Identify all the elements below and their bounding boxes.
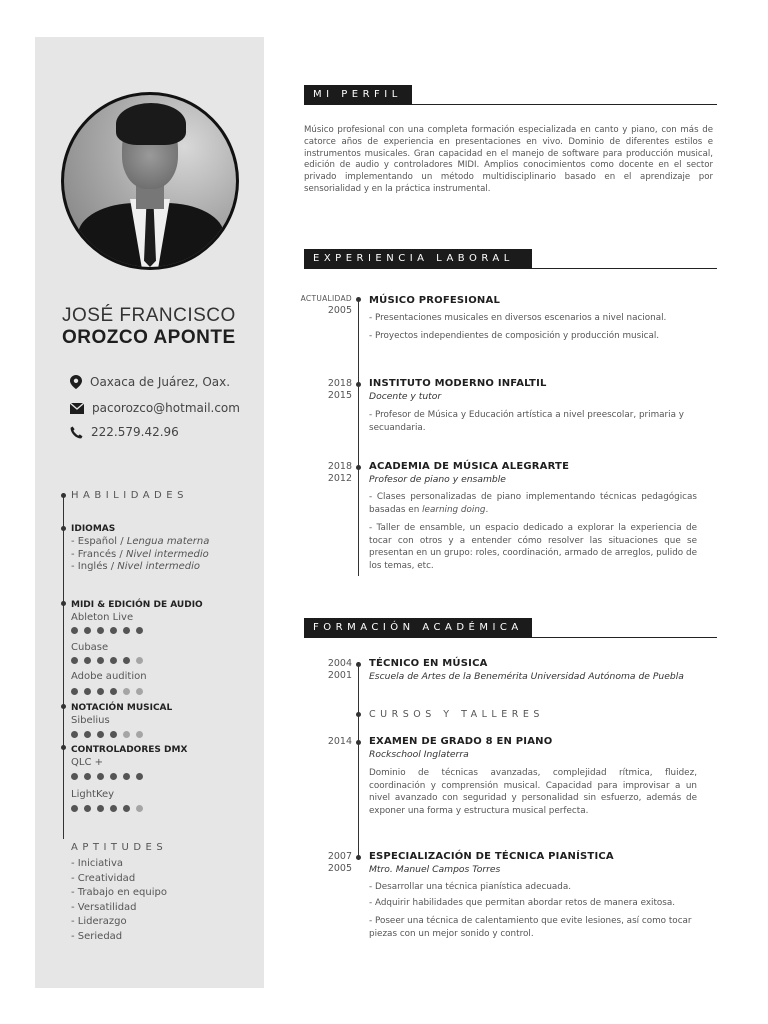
course-bullet: - Desarrollar una técnica pianística adecuada. [369,882,572,892]
rating-dot-empty [123,688,130,695]
rating-dot-filled [110,657,117,664]
rating-dot-filled [110,805,117,812]
section-rule [532,268,717,269]
skill-name: Sibelius [71,715,110,726]
rating-dot-filled [110,627,117,634]
section-rule [412,104,717,105]
timeline-marker [61,493,66,498]
rating-dot-filled [97,731,104,738]
skill-name: LightKey [71,789,115,800]
timeline-marker [356,662,361,667]
course-date: 2014 [327,736,352,747]
job-title: INSTITUTO MODERNO INFALTIL [369,378,547,389]
timeline-marker [356,297,361,302]
rating-dot-filled [123,627,130,634]
rating-dot-empty [136,805,143,812]
courses-title: CURSOS Y TALLERES [369,709,544,720]
photo-background [64,95,236,267]
languages-title: IDIOMAS [71,524,116,534]
job-title: ACADEMIA DE MÚSICA ALEGRARTE [369,461,570,472]
rating-dot-filled [71,657,78,664]
photo-hair [116,103,186,145]
rating-dot-filled [136,773,143,780]
skills-title: HABILIDADES [71,490,188,501]
midi-title: MIDI & EDICIÓN DE AUDIO [71,600,203,610]
timeline-marker [356,740,361,745]
name-last: OROZCO APONTE [62,327,236,348]
skill-rating [71,773,143,780]
profile-text: Músico profesional con una completa formación especializada en canto y piano, con más de catorce años de experiencia en presentaciones en vivo. Dominio de diferentes estilos e instrumentos musicales. Gran capacidad en el manejo de software para producción musical, edición de audio y controladores MIDI. Amplios conocimientos como docente en el sector privado implementando un método multidisciplinario basado en el aprendizaje por sensorialidad y en la práctica instrumental. [304,125,713,194]
rating-dot-empty [136,688,143,695]
aptitude-item: - Versatilidad [71,901,137,913]
job-bullet: - Profesor de Música y Educación artística a nivel preescolar, primaria y secuandaria. [369,410,685,433]
skill-rating [71,627,143,634]
course-title: EXAMEN DE GRADO 8 EN PIANO [369,736,553,747]
contact-location [70,375,230,389]
skill-name: Adobe audition [71,671,147,682]
rating-dot-filled [84,657,91,664]
profile-photo [61,92,239,270]
language-item: - Español / Lengua materna [71,536,210,547]
experience-title: EXPERIENCIA LABORAL [304,249,532,269]
experience-timeline-line [358,298,359,576]
rating-dot-filled [97,627,104,634]
job-role: Docente y tutor [369,391,442,402]
timeline-marker [61,601,66,606]
timeline-marker [356,382,361,387]
rating-dot-filled [84,773,91,780]
rating-dot-filled [97,805,104,812]
language-item: - Inglés / Nivel intermedio [71,561,201,572]
job-bullet: - Clases personalizadas de piano implementando técnicas pedagógicas basadas en learning doing. [369,492,697,515]
phone-text[interactable]: 222.579.42.96 [91,425,179,439]
rating-dot-filled [97,657,104,664]
skills-timeline-line [63,496,64,839]
course-title: ESPECIALIZACIÓN DE TÉCNICA PIANÍSTICA [369,851,614,862]
rating-dot-empty [136,731,143,738]
job-date: 2018 2015 [327,378,352,401]
aptitude-item: - Liderazgo [71,916,127,927]
aptitudes-title: APTITUDES [71,842,168,853]
timeline-marker [61,745,66,750]
email-text[interactable]: pacorozco@hotmail.com [92,401,240,415]
skill-rating [71,657,143,664]
rating-dot-filled [123,657,130,664]
profile-title: MI PERFIL [304,85,412,105]
course-institution: Rockschool Inglaterra [369,749,469,760]
rating-dot-filled [84,688,91,695]
rating-dot-filled [97,688,104,695]
rating-dot-filled [71,805,78,812]
aptitude-item: - Iniciativa [71,858,124,869]
rating-dot-filled [110,688,117,695]
skill-rating [71,731,143,738]
envelope-icon [70,403,84,414]
rating-dot-filled [71,731,78,738]
name-first: JOSÉ FRANCISCO [62,305,236,326]
degree-date: 2004 2001 [327,658,352,681]
rating-dot-filled [123,805,130,812]
degree-title: TÉCNICO EN MÚSICA [369,658,488,669]
timeline-marker [356,855,361,860]
aptitude-item: - Creatividad [71,872,136,884]
education-title: FORMACIÓN ACADÉMICA [304,618,532,638]
degree-school: Escuela de Artes de la Benemérita Universidad Autónoma de Puebla [369,671,684,682]
aptitudes-list [71,857,167,944]
rating-dot-filled [84,805,91,812]
notation-title: NOTACIÓN MUSICAL [71,703,173,713]
rating-dot-filled [97,773,104,780]
rating-dot-filled [71,773,78,780]
phone-icon [70,426,83,439]
course-institution: Mtro. Manuel Campos Torres [369,864,501,875]
rating-dot-empty [136,657,143,664]
language-item: - Francés / Nivel intermedio [71,548,209,560]
skill-name: Cubase [71,642,109,653]
timeline-marker [61,704,66,709]
aptitude-item: - Trabajo en equipo [71,887,167,898]
timeline-marker [356,712,361,717]
rating-dot-filled [71,627,78,634]
timeline-marker [61,526,66,531]
job-bullet: - Presentaciones musicales en diversos escenarios a nivel nacional. [369,313,667,323]
rating-dot-filled [84,627,91,634]
rating-dot-filled [110,773,117,780]
location-pin-icon [70,375,82,389]
aptitude-item: - Seriedad [71,930,123,942]
timeline-marker [356,465,361,470]
course-bullet: - Poseer una técnica de calentamiento que evite lesiones, así como tocar piezas con un mejor sonido y control. [369,916,692,939]
job-date: ACTUALIDAD 2005 [300,294,352,316]
job-title: MÚSICO PROFESIONAL [369,295,501,306]
skill-rating [71,805,143,812]
dmx-title: CONTROLADORES DMX [71,745,188,755]
job-date: 2018 2012 [327,461,352,484]
job-role: Profesor de piano y ensamble [369,474,506,485]
job-bullet: - Taller de ensamble, un espacio dedicado a explorar la experiencia de tocar con otros y a entender cómo resolver las situaciones que se presentan en un grupo: roles, coordinación, armado de arreglos, pulido de los temas, etc. [369,523,697,571]
course-date: 2007 2005 [327,851,352,874]
course-description: Dominio de técnicas avanzadas, complejidad rítmica, fluidez, coordinación y comprensión musical. Capacidad para improvisar a un nivel avanzado con seguridad y personalidad sin esfuerzo, además de exponer una forma y estructura musical perfecta. [369,768,697,816]
skill-name: Ableton Live [71,612,134,623]
contact-email[interactable] [70,401,240,415]
languages-list [71,536,209,574]
rating-dot-filled [71,688,78,695]
rating-dot-empty [123,731,130,738]
skill-name: QLC + [71,757,103,768]
skill-rating [71,688,143,695]
location-text: Oaxaca de Juárez, Oax. [90,375,231,389]
rating-dot-filled [84,731,91,738]
rating-dot-filled [136,627,143,634]
contact-phone[interactable] [70,425,179,439]
rating-dot-filled [110,731,117,738]
course-bullet: - Adquirir habilidades que permitan abordar retos de manera exitosa. [369,898,676,908]
education-timeline-line [358,662,359,860]
section-rule [532,637,717,638]
rating-dot-filled [123,773,130,780]
job-bullet: - Proyectos independientes de composición y producción musical. [369,331,660,341]
